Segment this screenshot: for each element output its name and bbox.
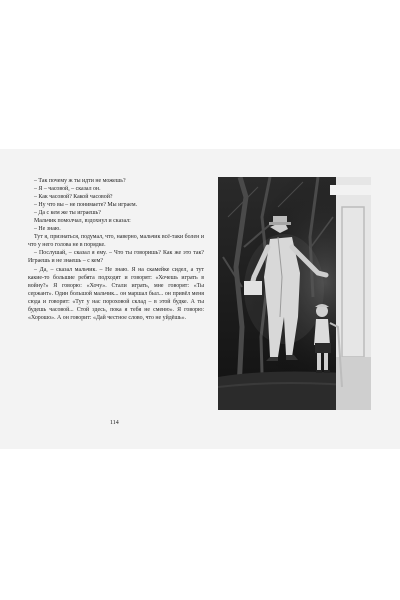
- booth: [330, 177, 371, 410]
- paragraph-1: – Так почему ж ты идти не можешь?: [34, 178, 126, 184]
- paragraph-8: Тут я, признаться, подумал, что, наверно, мальчик всё-таки болен и что у него голова не в порядке.: [28, 234, 204, 249]
- paragraph-6: Мальчик помолчал, вздохнул и сказал:: [34, 218, 131, 225]
- book-spread: [0, 149, 400, 449]
- paragraph-7: – Не знаю.: [34, 226, 61, 233]
- page-number: 114: [110, 420, 119, 426]
- text-page: [28, 177, 204, 322]
- man-and-boy-at-night-illustration: [218, 177, 371, 410]
- paragraph-9: – Послушай, – сказал я ему. – Что ты говоришь? Как же это так? Играешь и не знаешь – с кем?: [28, 250, 204, 265]
- paragraph-3: – Как часовой? Какой часовой?: [34, 194, 113, 201]
- illustration-page: [218, 177, 371, 410]
- paragraph-2: – Я – часовой, – сказал он.: [34, 186, 101, 193]
- paragraph-4: – Ну что вы – не понимаете? Мы играем.: [34, 202, 138, 209]
- paragraph-10: – Да, – сказал мальчик. – Не знаю. Я на скамейке сидел, а тут какие-то большие ребята подходят и говорят: «Хочешь играть в войну?» Я говорю: «Хочу». Стали играть, мне говорят: «Ты сержант». Один большой мальчик... он маршал был... он привёл меня сюда и говорит: «Тут у нас пороховой склад – в этой будке. А ты будешь часовой... Стой здесь, пока я тебя не сменю». Я говорю: «Хорошо». А он говорит: «Дай честное слово, что не уйдёшь».: [28, 266, 204, 321]
- paragraph-5: – Да с кем же ты играешь?: [34, 210, 101, 217]
